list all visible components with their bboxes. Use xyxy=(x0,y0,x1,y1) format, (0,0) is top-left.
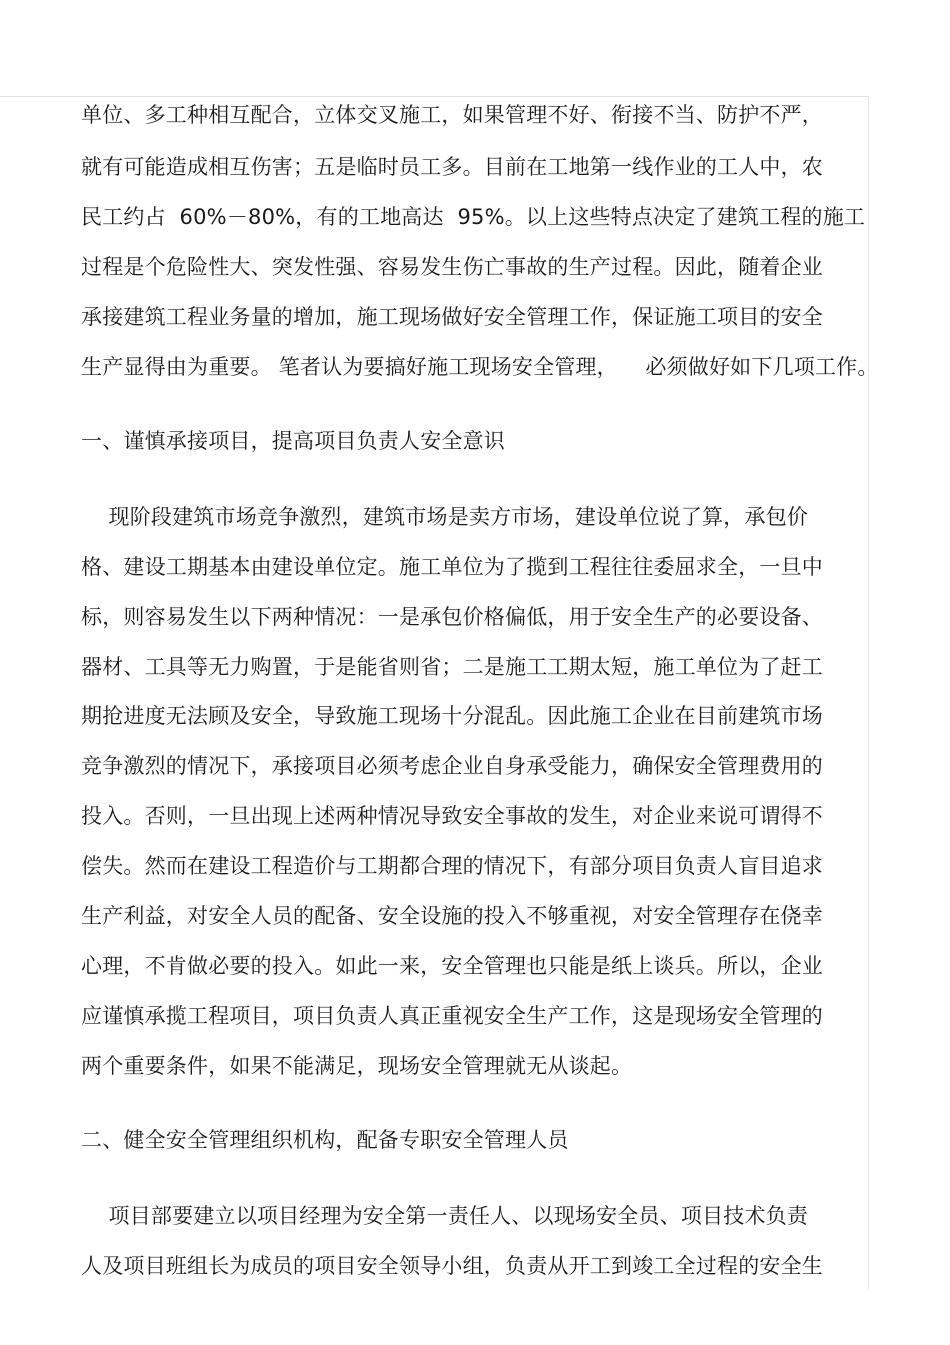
text-line: 格、建设工期基本由建设单位定。施工单位为了揽到工程往往委屈求全，一旦中 xyxy=(81,555,823,579)
text-line: 现阶段建筑市场竞争激烈，建筑市场是卖方市场，建设单位说了算，承包价 xyxy=(81,505,809,529)
text-line: 偿失。然而在建设工程造价与工期都合理的情况下，有部分项目负责人盲目追求 xyxy=(81,854,823,878)
section-heading-2: 二、健全安全管理组织机构，配备专职安全管理人员 xyxy=(81,1128,569,1152)
text-line: 两个重要条件，如果不能满足，现场安全管理就无从谈起。 xyxy=(81,1054,633,1078)
text-line: 应谨慎承揽工程项目，项目负责人真正重视安全生产工作，这是现场安全管理的 xyxy=(81,1004,823,1028)
text-line: 生产显得由为重要。 笔者认为要搞好施工现场安全管理， 必须做好如下几项工作。 xyxy=(81,355,879,379)
text-line: 人及项目班组长为成员的项目安全领导小组，负责从开工到竣工全过程的安全生 xyxy=(81,1254,823,1278)
text-line: 就有可能造成相互伤害；五是临时员工多。目前在工地第一线作业的工人中，农 xyxy=(81,155,823,179)
text-line: 生产利益，对安全人员的配备、安全设施的投入不够重视，对安全管理存在侥幸 xyxy=(81,904,823,928)
text-line: 标，则容易发生以下两种情况：一是承包价格偏低，用于安全生产的必要设备、 xyxy=(81,605,823,629)
section-heading-1: 一、谨慎承接项目，提高项目负责人安全意识 xyxy=(81,429,505,453)
text-line: 器材、工具等无力购置，于是能省则省；二是施工工期太短，施工单位为了赶工 xyxy=(81,655,823,679)
text-line: 竞争激烈的情况下，承接项目必须考虑企业自身承受能力，确保安全管理费用的 xyxy=(81,754,823,778)
text-line: 投入。否则，一旦出现上述两种情况导致安全事故的发生，对企业来说可谓得不 xyxy=(81,804,823,828)
text-line: 承接建筑工程业务量的增加，施工现场做好安全管理工作，保证施工项目的安全 xyxy=(81,305,823,329)
text-line: 期抢进度无法顾及安全，导致施工现场十分混乱。因此施工企业在目前建筑市场 xyxy=(81,704,823,728)
text-line: 心理，不肯做必要的投入。如此一来，安全管理也只能是纸上谈兵。所以，企业 xyxy=(81,954,823,978)
text-line: 过程是个危险性大、突发性强、容易发生伤亡事故的生产过程。因此，随着企业 xyxy=(81,255,823,279)
text-line: 项目部要建立以项目经理为安全第一责任人、以现场安全员、项目技术负责 xyxy=(81,1204,809,1228)
text-line: 民工约占 60%－80%，有的工地高达 95%。以上这些特点决定了建筑工程的施工 xyxy=(81,205,866,229)
text-line: 单位、多工种相互配合，立体交叉施工，如果管理不好、衔接不当、防护不严， xyxy=(81,103,823,127)
